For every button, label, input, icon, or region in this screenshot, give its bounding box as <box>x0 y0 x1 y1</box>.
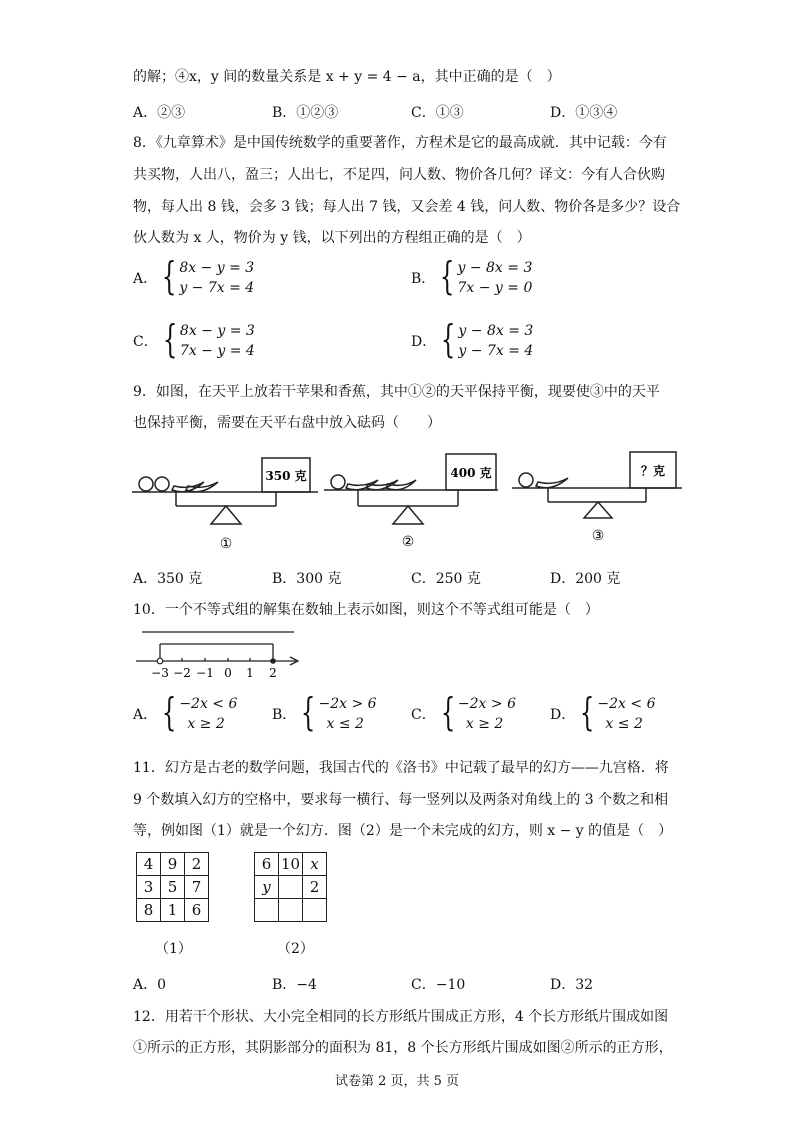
option-label: A． <box>133 707 158 723</box>
equation: 8x − y = 3 <box>179 260 255 276</box>
grid-cell <box>279 899 303 922</box>
grid-cell: 10 <box>279 853 303 876</box>
q10-text: 10．一个不等式组的解集在数轴上表示如图，则这个不等式组可能是（ ） <box>133 602 599 618</box>
q8-line-4: 伙人数为 x 人，物价为 y 钱，以下列出的方程组正确的是（ ） <box>133 230 531 246</box>
inequality: x ≤ 2 <box>326 716 364 732</box>
q11-option-a[interactable]: A．0 <box>133 977 167 993</box>
scale-1-caption: ① <box>219 536 233 552</box>
number-line-figure <box>136 624 306 680</box>
q9-line-1: 9．如图，在天平上放若干苹果和香蕉，其中①②的天平保持平衡，现要使③中的天平 <box>133 384 660 400</box>
option-label: B． <box>411 271 436 287</box>
grid-cell <box>255 899 279 922</box>
brace-icon: { <box>301 690 316 734</box>
inequality: x ≤ 2 <box>605 716 643 732</box>
scale-2 <box>324 454 498 524</box>
tick-label: −2 <box>173 666 191 680</box>
grid-cell <box>303 899 327 922</box>
magic-square-1-caption: （1） <box>155 941 192 957</box>
q11-option-d[interactable]: D．32 <box>550 977 594 993</box>
q8-line-2: 共买物，人出八，盈三；人出七，不足四，问人数、物价各几何？译文：今有人合伙购 <box>133 167 665 183</box>
inequality: x ≥ 2 <box>465 716 504 732</box>
scale-2-caption: ② <box>401 534 415 550</box>
equation: 7x − y = 4 <box>179 343 255 359</box>
inequality: −2x > 6 <box>318 696 377 712</box>
scale-1 <box>132 458 318 524</box>
q11-line-2: 9 个数填入幻方的空格中，要求每一横行、每一竖列以及两条对角线上的 3 个数之和相 <box>133 792 669 808</box>
brace-icon: { <box>440 254 455 298</box>
grid-cell: x <box>303 853 327 876</box>
scale-3-weight: ？克 <box>640 464 666 478</box>
q7-tail-text: 的解；④x，y 间的数量关系是 x + y = 4 − a，其中正确的是（ ） <box>133 69 561 85</box>
brace-icon: { <box>162 317 178 361</box>
tick-label: −1 <box>196 666 214 680</box>
q11-line-1: 11．幻方是古老的数学问题，我国古代的《洛书》中记载了最早的幻方——九宫格．将 <box>133 760 669 776</box>
magic-square-1 <box>136 852 209 922</box>
q12-line-1: 12．用若干个形状、大小完全相同的长方形纸片围成正方形，4 个长方形纸片围成如图 <box>133 1009 669 1025</box>
grid-cell: 7 <box>185 876 209 899</box>
equation: y − 7x = 4 <box>458 343 534 359</box>
magic-square-2-caption: （2） <box>277 941 314 957</box>
scale-3-caption: ③ <box>591 528 605 544</box>
scale-2-weight: 400 克 <box>450 466 492 480</box>
grid-cell: 1 <box>161 899 185 922</box>
page-footer: 试卷第 2 页，共 5 页 <box>334 1074 460 1089</box>
q11-line-3: 等，例如图（1）就是一个幻方．图（2）是一个未完成的幻方，则 x − y 的值是（ ） <box>133 823 673 839</box>
brace-icon: { <box>161 254 177 298</box>
q10-option-b[interactable] <box>272 690 377 734</box>
inequality: −2x < 6 <box>597 696 656 712</box>
grid-cell: 6 <box>255 853 279 876</box>
q8-option-d[interactable] <box>411 317 534 361</box>
equation: y − 8x = 3 <box>457 260 533 276</box>
q7-option-b[interactable]: B．①②③ <box>272 105 339 121</box>
q9-option-a[interactable]: A．350 克 <box>133 571 203 587</box>
q8-option-a[interactable] <box>133 254 255 298</box>
grid-cell: 9 <box>161 853 185 876</box>
grid-cell: 3 <box>137 876 161 899</box>
option-label: C． <box>411 707 436 723</box>
q8-option-b[interactable] <box>411 254 533 298</box>
grid-cell: 2 <box>185 853 209 876</box>
q9-line-2: 也保持平衡，需要在天平右盘中放入砝码（ ） <box>133 415 441 431</box>
tick-label: −3 <box>151 666 169 680</box>
option-label: C． <box>133 334 158 350</box>
option-label: D． <box>411 334 437 350</box>
q9-option-b[interactable]: B．300 克 <box>272 571 342 587</box>
inequality: −2x < 6 <box>179 696 238 712</box>
equation: 7x − y = 0 <box>457 280 533 296</box>
grid-cell: 2 <box>303 876 327 899</box>
grid-cell <box>279 876 303 899</box>
q10-option-c[interactable] <box>411 690 516 734</box>
tick-label: 1 <box>246 666 254 680</box>
inequality: −2x > 6 <box>457 696 516 712</box>
q7-option-a[interactable]: A．②③ <box>133 105 186 121</box>
balance-scales-figure <box>128 440 688 555</box>
q9-option-c[interactable]: C．250 克 <box>411 571 481 587</box>
brace-icon: { <box>440 690 456 734</box>
q9-option-d[interactable]: D．200 克 <box>550 571 621 587</box>
option-label: D． <box>550 707 576 723</box>
tick-label: 2 <box>269 666 277 680</box>
grid-cell: 4 <box>137 853 161 876</box>
q7-option-d[interactable]: D．①③④ <box>550 105 618 121</box>
equation: 8x − y = 3 <box>179 323 255 339</box>
q8-line-1: 8．《九章算术》是中国传统数学的重要著作，方程术是它的最高成就．其中记载：今有 <box>133 135 667 151</box>
grid-cell: 6 <box>185 899 209 922</box>
brace-icon: { <box>441 317 456 361</box>
tick-label: 0 <box>224 666 232 680</box>
equation: y − 7x = 4 <box>179 280 255 296</box>
option-label: B． <box>272 707 297 723</box>
scale-3 <box>512 452 682 518</box>
q10-option-d[interactable] <box>550 690 656 734</box>
inequality: x ≥ 2 <box>187 716 225 732</box>
brace-icon: { <box>161 690 177 734</box>
grid-cell: 8 <box>137 899 161 922</box>
brace-icon: { <box>580 690 595 734</box>
q11-option-b[interactable]: B．−4 <box>272 977 317 993</box>
scale-1-weight: 350 克 <box>265 469 307 483</box>
magic-square-2 <box>254 852 327 922</box>
q7-option-c[interactable]: C．①③ <box>411 105 464 121</box>
q11-option-c[interactable]: C．−10 <box>411 977 466 993</box>
grid-cell: 5 <box>161 876 185 899</box>
q10-option-a[interactable] <box>133 690 238 734</box>
q8-option-c[interactable] <box>133 317 255 361</box>
q12-line-2: ①所示的正方形，其阴影部分的面积为 81，8 个长方形纸片围成如图②所示的正方形， <box>133 1040 673 1056</box>
q8-line-3: 物，每人出 8 钱，会多 3 钱；每人出 7 钱，又会差 4 钱，问人数、物价各是多少？设合 <box>133 199 681 215</box>
equation: y − 8x = 3 <box>458 323 534 339</box>
option-label: A． <box>133 271 158 287</box>
grid-cell: y <box>255 876 279 899</box>
